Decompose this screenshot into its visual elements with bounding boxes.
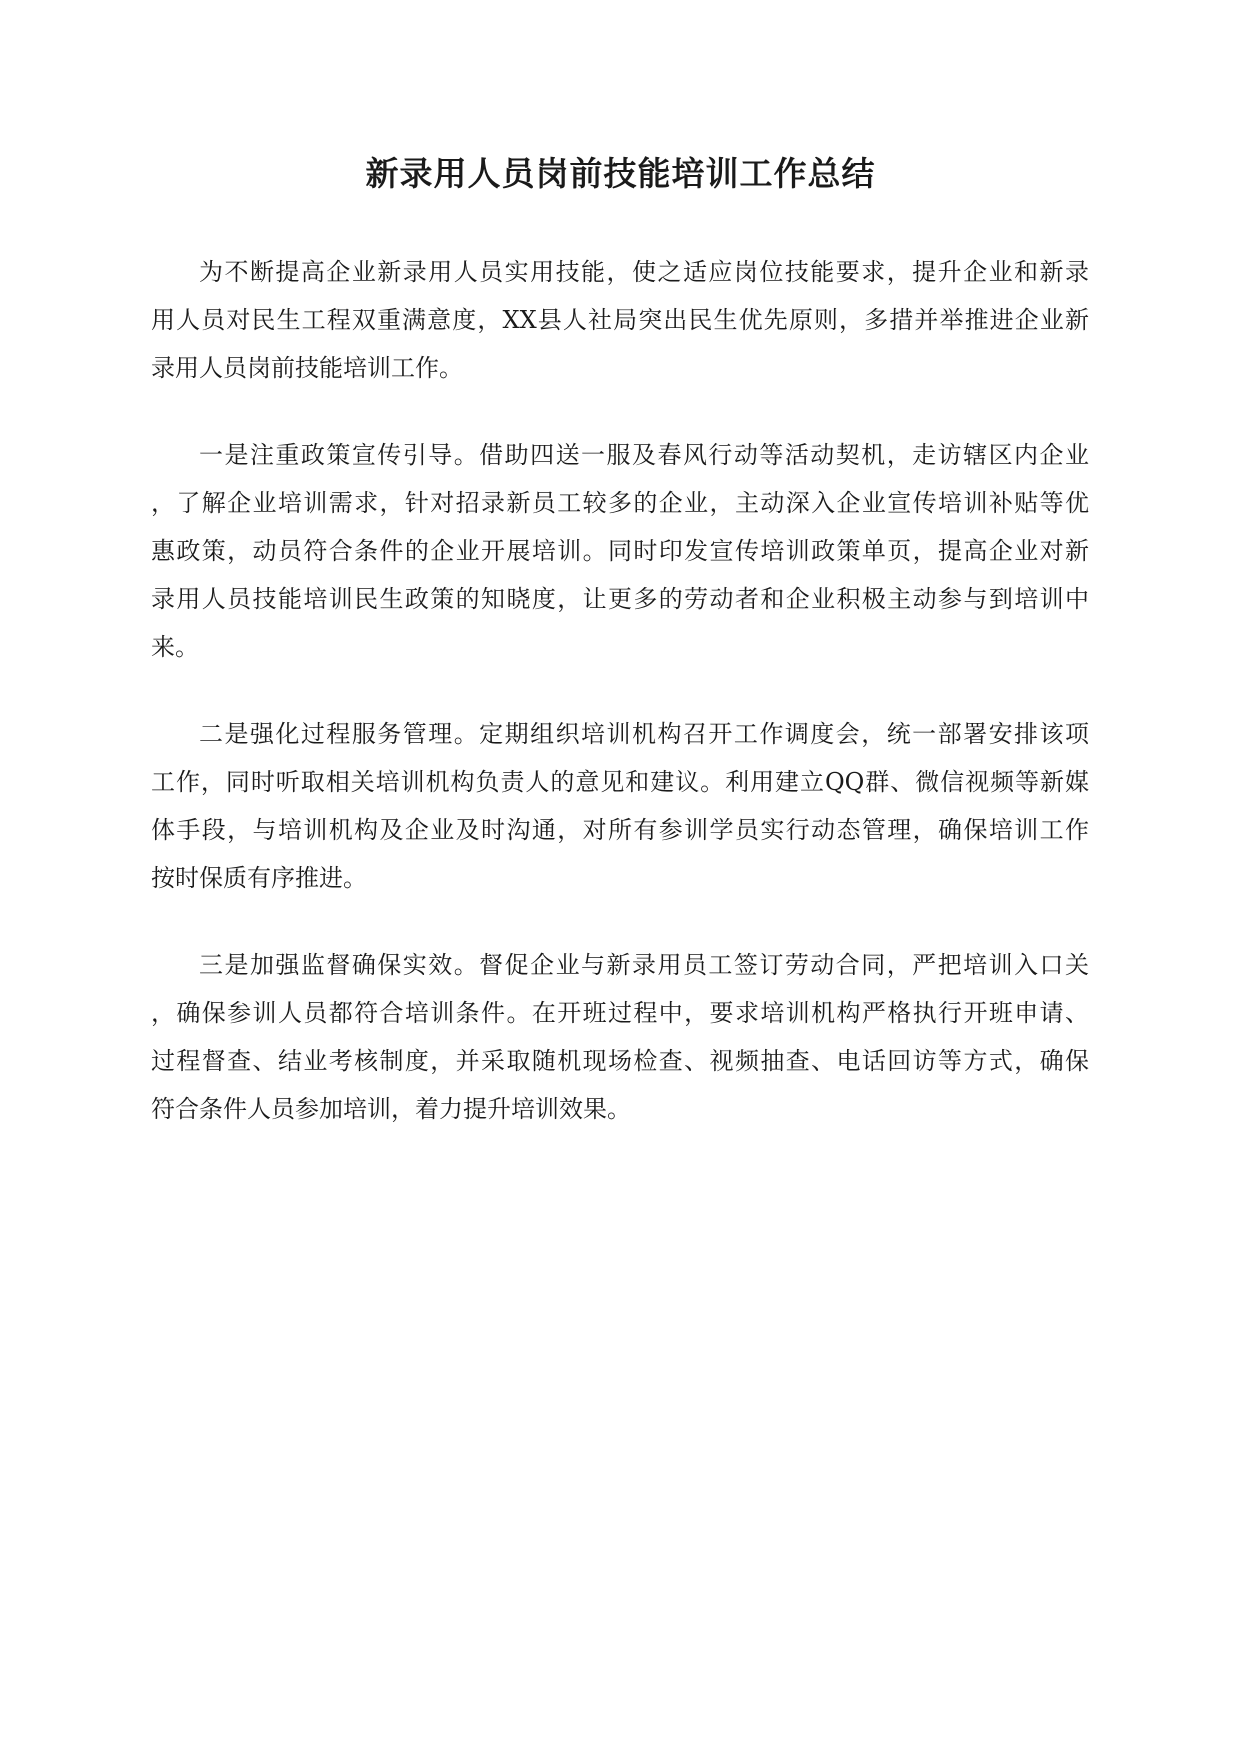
text-line: 录用人员技能培训民生政策的知晓度，让更多的劳动者和企业积极主动参与到培训中 [151,585,1089,613]
document-title: 新录用人员岗前技能培训工作总结 [365,154,876,193]
text-line: 一是注重政策宣传引导。借助四送一服及春风行动等活动契机，走访辖区内企业 [199,441,1089,469]
text-line: 过程督查、结业考核制度，并采取随机现场检查、视频抽查、电话回访等方式，确保 [151,1047,1089,1075]
paragraph-process-management [151,710,1089,902]
text-line: 二是强化过程服务管理。定期组织培训机构召开工作调度会，统一部署安排该项 [199,720,1089,748]
text-line: 体手段，与培训机构及企业及时沟通，对所有参训学员实行动态管理，确保培训工作 [151,816,1089,844]
text-line: 符合条件人员参加培训，着力提升培训效果。 [151,1095,631,1123]
text-line: 按时保质有序推进。 [151,864,367,892]
text-line: 工作，同时听取相关培训机构负责人的意见和建议。利用建立QQ群、微信视频等新媒 [151,768,1089,796]
text-line: 为不断提高企业新录用人员实用技能，使之适应岗位技能要求，提升企业和新录 [199,258,1089,286]
text-line: ，确保参训人员都符合培训条件。在开班过程中，要求培训机构严格执行开班申请、 [151,999,1089,1027]
paragraph-supervision [151,941,1089,1133]
text-line: ，了解企业培训需求，针对招录新员工较多的企业，主动深入企业宣传培训补贴等优 [151,489,1089,517]
text-line: 来。 [151,633,199,661]
text-line: 三是加强监督确保实效。督促企业与新录用员工签订劳动合同，严把培训入口关 [199,951,1089,979]
document-body [151,248,1089,1172]
paragraph-intro [151,248,1089,392]
text-line: 惠政策，动员符合条件的企业开展培训。同时印发宣传培训政策单页，提高企业对新 [151,537,1089,565]
text-line: 录用人员岗前技能培训工作。 [151,354,463,382]
text-line: 用人员对民生工程双重满意度，XX县人社局突出民生优先原则，多措并举推进企业新 [151,306,1089,334]
paragraph-policy-promotion [151,431,1089,671]
